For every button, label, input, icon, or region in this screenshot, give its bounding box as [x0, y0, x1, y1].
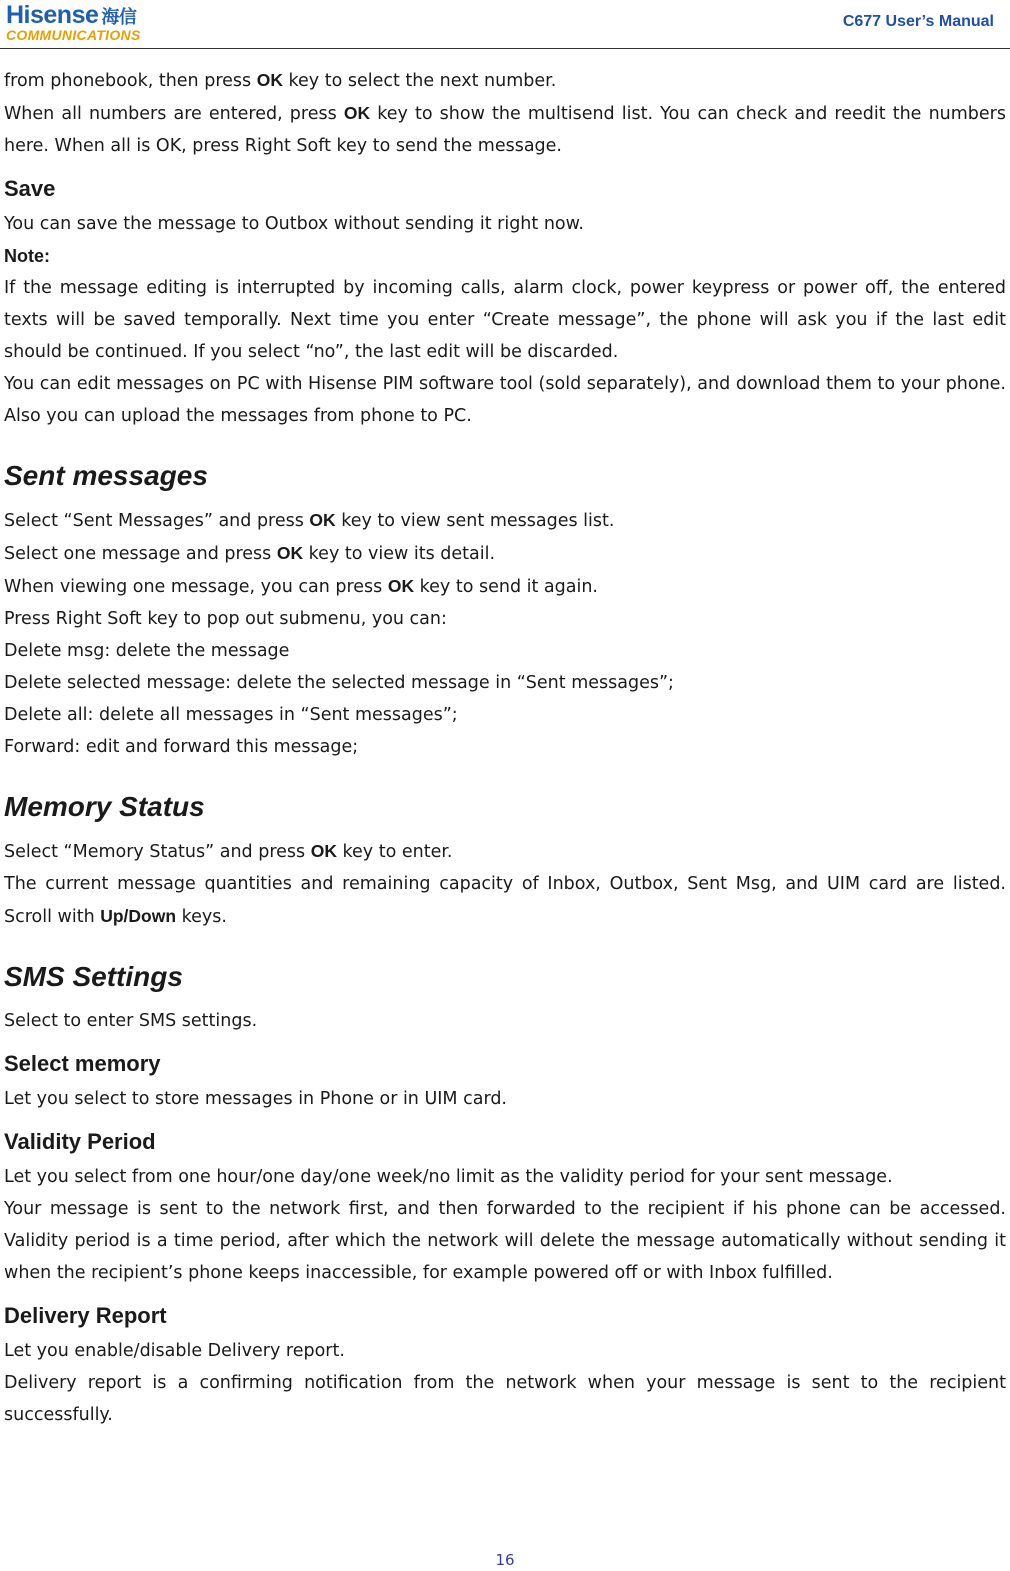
paragraph: Select one message and press OK key to view its detail.	[4, 543, 496, 564]
section-heading-sent-messages: Sent messages	[4, 460, 208, 491]
section-heading-save: Save	[4, 176, 56, 201]
paragraph: Your message is sent to the network first, and then forwarded to the recipient if his phone can be accessed. Validity period is a time period, after which the network will delete the message automatically without sending it when the recipient’s phone keeps inaccessible, for example powered off or with Inbox fulfilled.	[4, 1199, 1006, 1283]
paragraph: Press Right Soft key to pop out submenu, you can:	[4, 609, 447, 629]
page-number: 16	[495, 1551, 515, 1569]
logo-brand: Hisense	[6, 1, 99, 29]
page-header	[0, 0, 1010, 48]
paragraph: The current message quantities and remaining capacity of Inbox, Outbox, Sent Msg, and UIM card are listed. Scroll with Up/Down keys.	[4, 874, 1006, 927]
paragraph: Delete selected message: delete the selected message in “Sent messages”;	[4, 673, 674, 693]
paragraph: Delete msg: delete the message	[4, 641, 290, 661]
manual-title: C677 User’s Manual	[842, 13, 994, 30]
paragraph: from phonebook, then press OK key to select the next number.	[4, 70, 557, 91]
section-heading-select-memory: Select memory	[4, 1051, 161, 1076]
section-heading-delivery-report: Delivery Report	[4, 1303, 167, 1328]
hisense-logo	[6, 2, 196, 46]
section-heading-memory-status: Memory Status	[4, 791, 205, 822]
paragraph: Let you select to store messages in Phone or in UIM card.	[4, 1089, 507, 1109]
section-heading-validity-period: Validity Period	[4, 1129, 156, 1154]
paragraph: Let you select from one hour/one day/one week/no limit as the validity period for your sent message.	[4, 1167, 893, 1187]
note-label: Note:	[4, 246, 50, 266]
paragraph: Forward: edit and forward this message;	[4, 737, 359, 757]
paragraph: You can edit messages on PC with Hisense PIM software tool (sold separately), and download them to your phone. Also you can upload the messages from phone to PC.	[4, 374, 1006, 426]
paragraph: If the message editing is interrupted by incoming calls, alarm clock, power keypress or power off, the entered texts will be saved temporally. Next time you enter “Create message”, the phone will ask you if the last edit should be continued. If you select “no”, the last edit will be discarded.	[4, 278, 1006, 362]
logo-cn: 海信	[101, 7, 137, 27]
paragraph: Select “Sent Messages” and press OK key to view sent messages list.	[4, 510, 615, 531]
header-divider	[0, 48, 1010, 49]
paragraph: Select to enter SMS settings.	[4, 1011, 258, 1031]
paragraph: Delivery report is a confirming notification from the network when your message is sent to the recipient successfully.	[4, 1373, 1006, 1425]
document-body	[4, 64, 1006, 1431]
paragraph: Delete all: delete all messages in “Sent messages”;	[4, 705, 458, 725]
paragraph: Select “Memory Status” and press OK key to enter.	[4, 841, 453, 862]
section-heading-sms-settings: SMS Settings	[4, 961, 183, 992]
logo-subtitle: COMMUNICATIONS	[6, 27, 141, 43]
paragraph: When viewing one message, you can press OK key to send it again.	[4, 576, 598, 597]
paragraph: You can save the message to Outbox without sending it right now.	[4, 214, 584, 234]
paragraph: Let you enable/disable Delivery report.	[4, 1341, 345, 1361]
paragraph: When all numbers are entered, press OK key to show the multisend list. You can check and reedit the numbers here. When all is OK, press Right Soft key to send the message.	[4, 103, 1006, 156]
